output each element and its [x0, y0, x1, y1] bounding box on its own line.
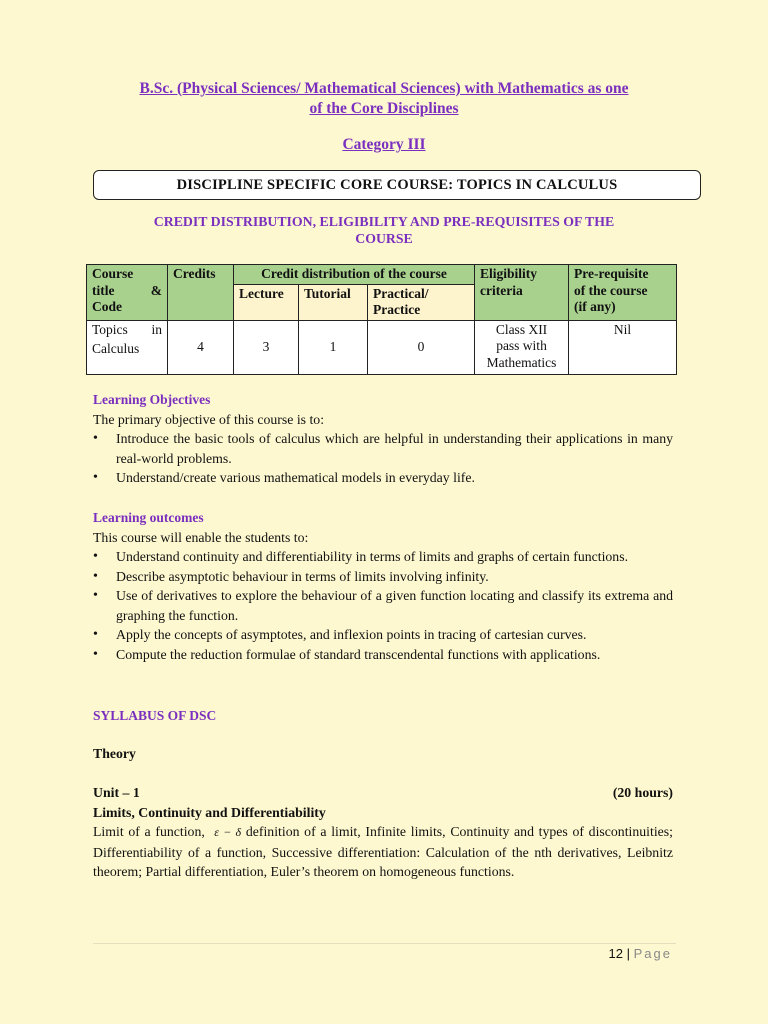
- header-credit-distribution: Credit distribution of the course: [234, 265, 475, 285]
- list-item: • Use of derivatives to explore the behaviour of a given function locating and classify its extrema and graphing the function.: [93, 586, 673, 625]
- unit-hours: (20 hours): [612, 785, 673, 800]
- cell-course-name: Topics in Calculus: [87, 320, 168, 374]
- footer-divider: [93, 943, 676, 944]
- unit-1-header: [93, 783, 673, 803]
- outcomes-list: [93, 547, 673, 664]
- header-course-title: Course title & Code: [87, 265, 168, 321]
- header-practical: Practical/ Practice: [368, 284, 475, 320]
- program-title: [0, 79, 768, 119]
- credit-table: [86, 264, 677, 375]
- epsilon-delta-math: ε − δ: [214, 825, 242, 839]
- learning-outcomes-intro: This course will enable the students to:: [93, 529, 309, 545]
- list-item: • Describe asymptotic behaviour in terms of limits involving infinity.: [93, 567, 673, 587]
- learning-objectives-section: [93, 390, 673, 488]
- category-title: Category III: [342, 136, 426, 153]
- cell-credits: 4: [168, 320, 234, 374]
- list-item: • Understand/create various mathematical models in everyday life.: [93, 468, 673, 488]
- list-item: • Introduce the basic tools of calculus which are helpful in understanding their applications in many real-world problems.: [93, 429, 673, 468]
- credit-distribution-heading: CREDIT DISTRIBUTION, ELIGIBILITY AND PRE-REQUISITES OF THE COURSE: [153, 214, 615, 246]
- syllabus-title: SYLLABUS OF DSC: [93, 708, 217, 723]
- page-number: 12 | Page: [608, 946, 672, 961]
- cell-lecture: 3: [234, 320, 299, 374]
- cell-tutorial: 1: [299, 320, 368, 374]
- list-item: • Understand continuity and differentiability in terms of limits and graphs of certain functions.: [93, 547, 673, 567]
- cell-prerequisite: Nil: [569, 320, 677, 374]
- unit-1-section: [93, 783, 673, 882]
- unit-description: Limit of a function, ε − δ definition of a limit, Infinite limits, Continuity and types of discontinuities; Differentiability of a function, Successive differentiation: Calculation of the nth derivatives, Leibnitz theorem; Partial differentiation, Euler’s theorem on homogeneous functions.: [93, 824, 673, 879]
- cell-eligibility: Class XII pass with Mathematics: [475, 320, 569, 374]
- objectives-list: [93, 429, 673, 488]
- learning-objectives-intro: The primary objective of this course is to:: [93, 411, 325, 427]
- learning-outcomes-title: Learning outcomes: [93, 510, 204, 525]
- cell-practical: 0: [368, 320, 475, 374]
- learning-outcomes-section: [93, 508, 673, 664]
- header-eligibility: Eligibility criteria: [475, 265, 569, 321]
- learning-objectives-title: Learning Objectives: [93, 392, 211, 407]
- header-prerequisite: Pre-requisite of the course (if any): [569, 265, 677, 321]
- list-item: • Compute the reduction formulae of standard transcendental functions with applications.: [93, 645, 673, 665]
- header-tutorial: Tutorial: [299, 284, 368, 320]
- header-lecture: Lecture: [234, 284, 299, 320]
- program-title-line2: of the Core Disciplines: [309, 100, 459, 117]
- unit-title: Limits, Continuity and Differentiability: [93, 804, 326, 820]
- header-credits: Credits: [168, 265, 234, 321]
- course-title-box: DISCIPLINE SPECIFIC CORE COURSE: TOPICS IN CALCULUS: [93, 170, 701, 200]
- theory-label: Theory: [93, 746, 136, 761]
- program-title-line1: B.Sc. (Physical Sciences/ Mathematical Sciences) with Mathematics as one: [139, 80, 629, 97]
- unit-label: Unit – 1: [93, 785, 140, 800]
- list-item: • Apply the concepts of asymptotes, and inflexion points in tracing of cartesian curves.: [93, 625, 673, 645]
